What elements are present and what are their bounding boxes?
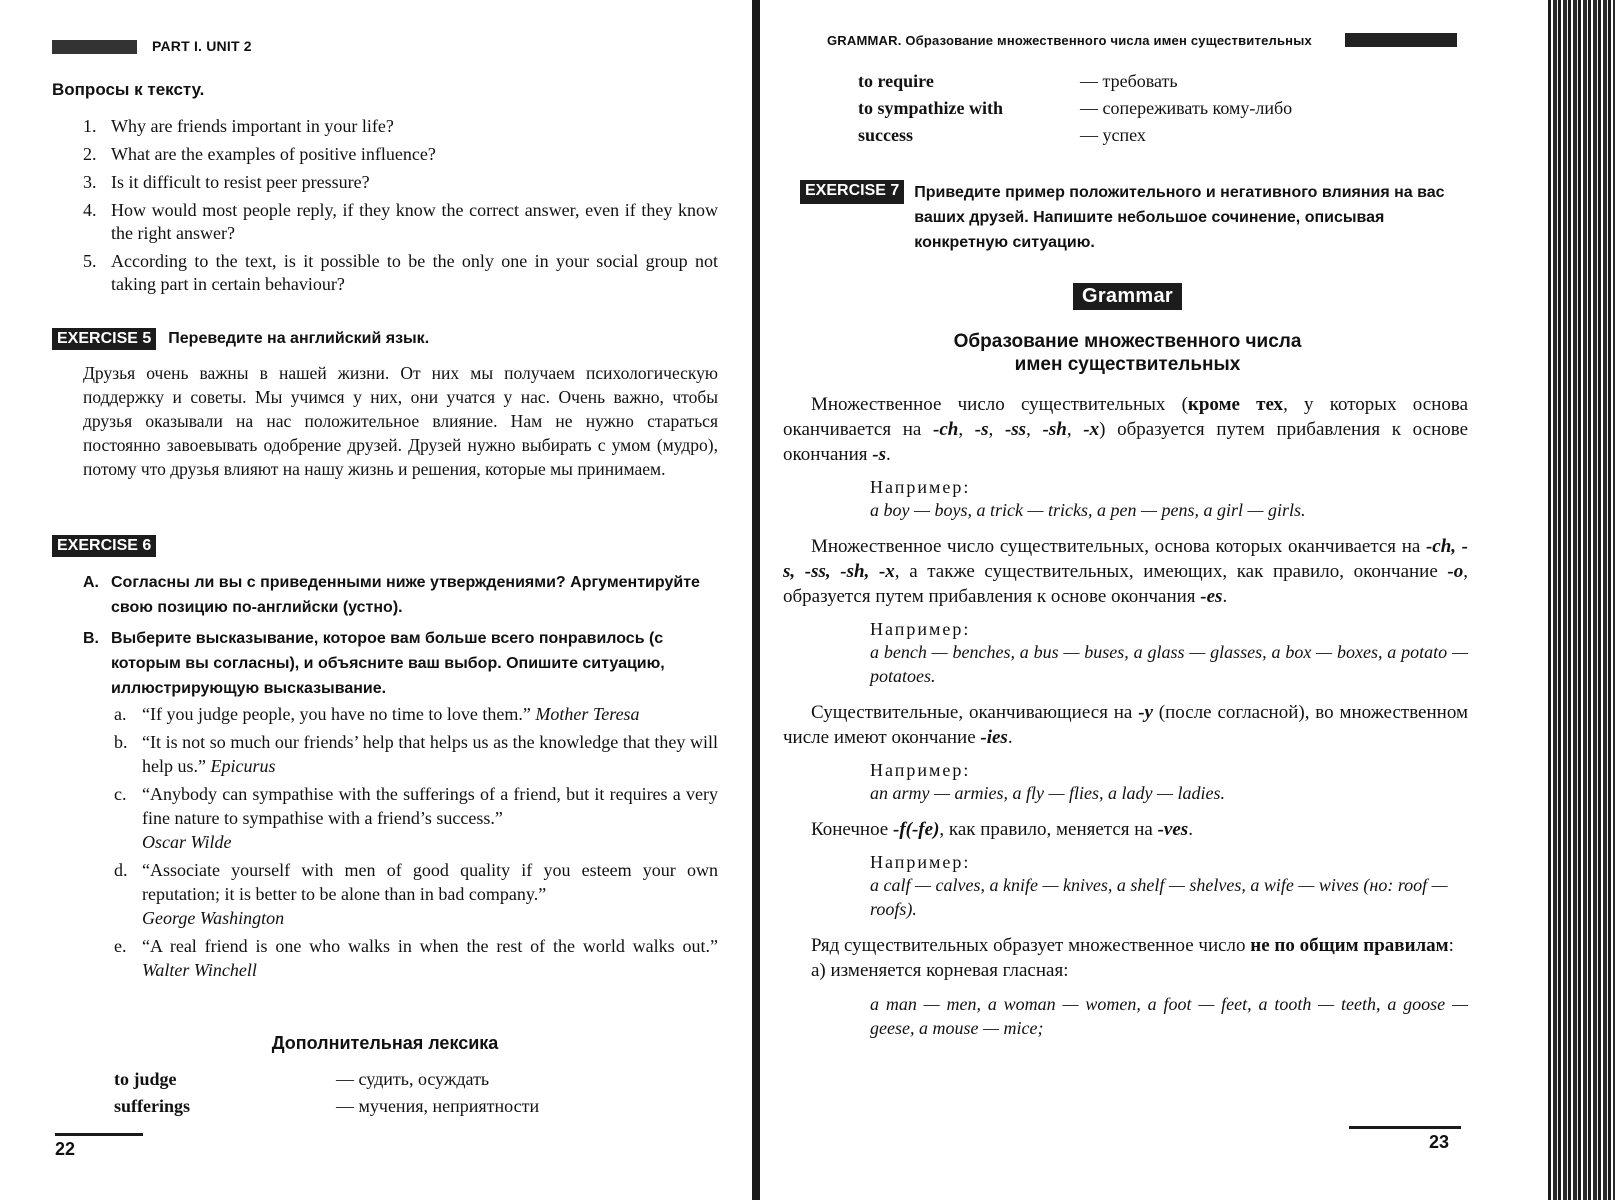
vocab-title: Дополнительная лексика	[271, 1033, 499, 1053]
example-block-3	[870, 759, 1468, 805]
running-header-left: PART I. UNIT 2	[152, 38, 252, 54]
exercise5-title: Переведите на английский язык.	[168, 330, 430, 347]
example-label: Например:	[870, 760, 971, 780]
exercise5-heading	[52, 328, 429, 350]
page-edge-stripes	[1548, 0, 1615, 1200]
example-label: Например:	[870, 619, 971, 639]
example-line: an army — armies, a fly — flies, a lady — ladies.	[870, 783, 1225, 803]
rule-paragraph-1: Множественное число существительных (кроме тех, у которых основа оканчивается на -ch, -s, -ss, -sh, -x) образуется путем прибавления к основе окончания -s.	[783, 394, 1469, 465]
example-block-2	[870, 618, 1468, 688]
exercise6-tasks	[83, 570, 718, 707]
right-page	[775, 0, 1555, 1200]
task-a: A. Согласны ли вы с приведенными ниже утверждениями? Аргументируйте свою позицию по-английски (устно).	[83, 574, 700, 616]
grammar-badge: Grammar	[1073, 283, 1182, 310]
exercise5-text: Друзья очень важны в нашей жизни. От них мы получаем психологическую поддержку и советы. Мы учимся у них, они учатся у нас. Очень важно, чтобы друзья оказывали на нас положительное влияние. Нам не нужно стараться постоянно завоевывать одобрение друзей. Друзей нужно выбирать с умом (мудро), потому что друзья влияют на нашу жизнь и решения, которые мы принимаем.	[83, 363, 718, 479]
footer-rule-right	[1349, 1126, 1461, 1129]
task-b: B. Выберите высказывание, которое вам больше всего понравилось (с которым вы согласны), и объясните ваш выбор. Опишите ситуацию, иллюстрирующую высказывание.	[83, 630, 665, 697]
vocab-row: sufferings — мучения, неприятности	[114, 1096, 540, 1116]
exercise7-text: Приведите пример положительного и негативного влияния на вас ваших друзей. Напишите небольшое сочинение, описывая конкретную ситуацию.	[914, 184, 1445, 251]
example-line: a bench — benches, a bus — buses, a glass — glasses, a box — boxes, a potato — potatoes.	[870, 642, 1468, 686]
book-spine	[752, 0, 760, 1200]
grammar-body	[783, 392, 1468, 1040]
list-item: 3. Is it difficult to resist peer pressure?	[83, 172, 370, 192]
grammar-badge-row	[775, 283, 1480, 310]
example-label: Например:	[870, 477, 971, 497]
quote-author: Oscar Wilde	[142, 832, 232, 852]
example-line: a man — men, a woman — women, a foot — feet, a tooth — teeth, a goose — geese, a mouse — mice;	[870, 994, 1468, 1038]
quote-item: a. “If you judge people, you have no time to love them.” Mother Teresa	[114, 704, 640, 724]
rule-paragraph-5: Ряд существительных образует множественное число не по общим правилам:	[811, 935, 1454, 956]
quote-author: Mother Teresa	[535, 704, 640, 724]
list-item: 2. What are the examples of positive influence?	[83, 144, 436, 164]
exercise5-label: EXERCISE 5	[52, 328, 156, 350]
header-bar-right	[1345, 33, 1457, 47]
quote-author: Walter Winchell	[142, 960, 257, 980]
quote-item: c. “Anybody can sympathise with the sufferings of a friend, but it requires a very fine nature to sympathise with a friend’s success.” Oscar Wilde	[114, 784, 718, 852]
exercise6-label: EXERCISE 6	[52, 535, 156, 557]
exercise7-label: EXERCISE 7	[800, 180, 904, 204]
quote-item: d. “Associate yourself with men of good quality if you esteem your own reputation; it is better to be alone than in bad company.” George Washington	[114, 860, 718, 928]
quote-item: b. “It is not so much our friends’ help that helps us as the knowledge that they will help us.” Epicurus	[114, 732, 718, 776]
header-bar-left	[52, 40, 137, 54]
list-item: 5. According to the text, is it possible to be the only one in your social group not taking part in certain behaviour?	[83, 251, 718, 294]
vocab-row: success — успех	[858, 125, 1146, 145]
example-line: a boy — boys, a trick — tricks, a pen — pens, a girl — girls.	[870, 500, 1306, 520]
rule-subitem-a: а) изменяется корневая гласная:	[811, 960, 1069, 981]
example-label: Например:	[870, 852, 971, 872]
quote-item: e. “A real friend is one who walks in when the rest of the world walks out.” Walter Winchell	[114, 936, 718, 980]
questions-title: Вопросы к тексту.	[52, 80, 205, 99]
vocab-row: to judge — судить, осуждать	[114, 1069, 490, 1089]
example-line: a calf — calves, a knife — knives, a shelf — shelves, a wife — wives (но: roof — roofs).	[870, 875, 1448, 919]
rule-paragraph-3: Существительные, оканчивающиеся на -y (после согласной), во множественном числе имеют окончание -ies.	[783, 702, 1468, 748]
quote-author: Epicurus	[210, 756, 276, 776]
quote-author: George Washington	[142, 908, 285, 928]
vocab-list-right	[858, 68, 1458, 149]
footer-rule-left	[55, 1133, 143, 1136]
rule-paragraph-4: Конечное -f(-fe), как правило, меняется на -ves.	[811, 819, 1193, 840]
vocab-list-left	[114, 1066, 714, 1120]
left-page	[0, 0, 750, 1200]
list-item: 4. How would most people reply, if they know the correct answer, even if they know the right answer?	[83, 200, 718, 243]
running-header-right: GRAMMAR. Образование множественного числа имен существительных	[827, 33, 1312, 48]
page-number-right: 23	[1429, 1132, 1450, 1152]
vocab-row: to require — требовать	[858, 71, 1178, 91]
example-block-4	[870, 851, 1468, 921]
example-block-5	[870, 992, 1468, 1040]
example-block-1	[870, 476, 1468, 522]
exercise7-block	[800, 180, 1465, 255]
page-number-left: 22	[55, 1139, 76, 1159]
questions-list	[83, 115, 718, 301]
grammar-heading: Образование множественного числа имен существительных	[953, 331, 1302, 375]
list-item: 1. Why are friends important in your life?	[83, 116, 394, 136]
exercise6-heading	[52, 535, 156, 557]
vocab-row: to sympathize with — сопереживать кому-либо	[858, 98, 1293, 118]
quotes-list	[114, 702, 718, 986]
rule-paragraph-2: Множественное число существительных, основа которых оканчивается на -ch, -s, -ss, -sh, -x, а также существительных, имеющих, как правило, окончание -o, образуется путем прибавления к основе окончания -es.	[783, 536, 1469, 607]
